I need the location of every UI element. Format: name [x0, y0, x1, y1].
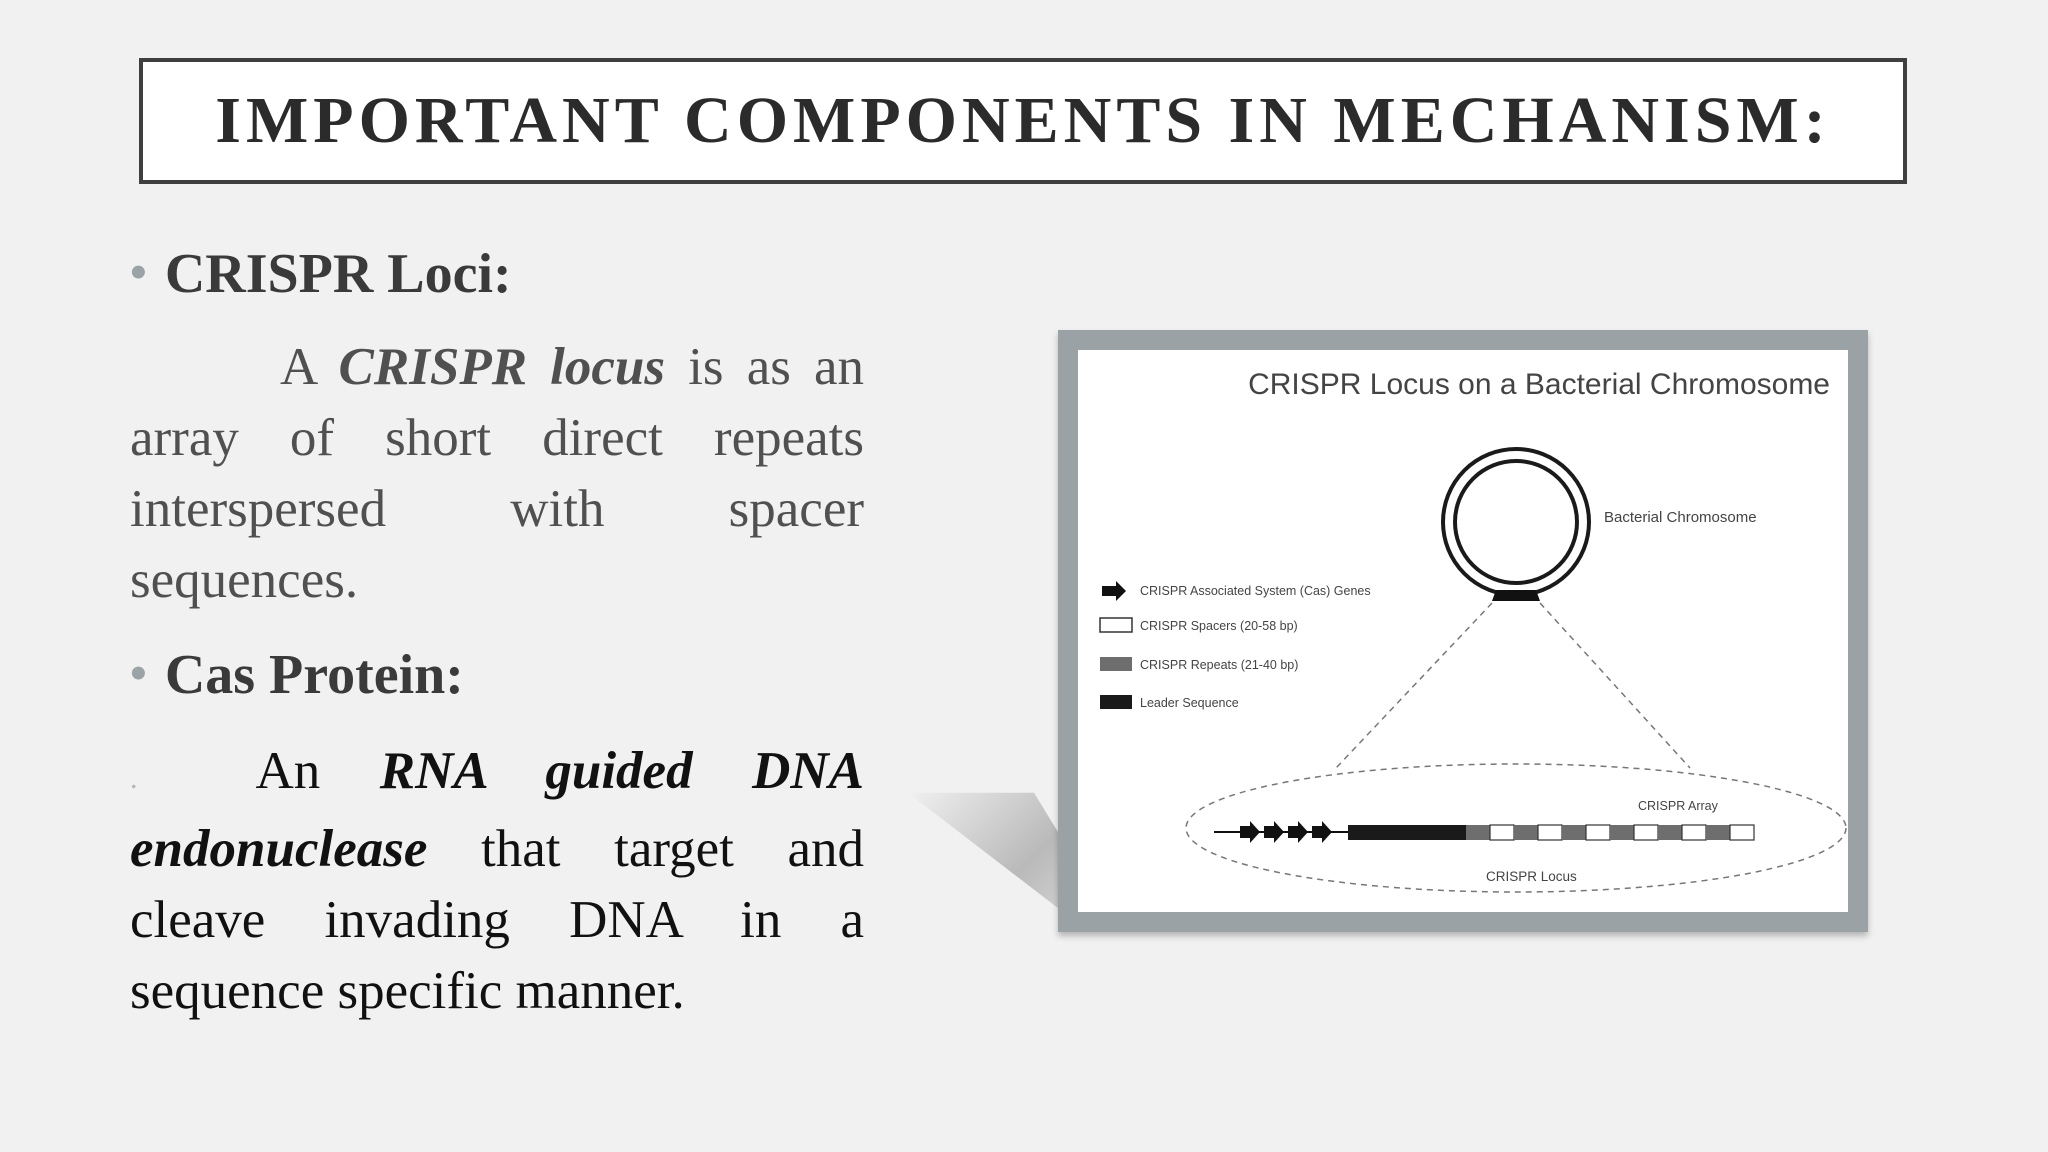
repeat-block: [1706, 825, 1730, 840]
chromosome-inner-ring: [1455, 461, 1577, 583]
chromosome-locus-mark: [1492, 590, 1540, 601]
description-marker: .: [130, 762, 138, 795]
crispr-loci-description: [130, 332, 864, 616]
bullet-heading: CRISPR Loci:: [164, 243, 512, 305]
locus-label: CRISPR Locus: [1486, 869, 1577, 884]
legend-item: CRISPR Repeats (21-40 bp): [1140, 658, 1299, 672]
slide-title: IMPORTANT COMPONENTS IN MECHANISM:: [215, 84, 1831, 157]
description-rest: is as an array of short direct repeats interspersed with spacer sequences.: [130, 338, 865, 609]
spacer-block: [1682, 825, 1706, 840]
bullet-heading: Cas Protein:: [164, 644, 464, 706]
cas-gene-arrow-icon: [1312, 821, 1332, 843]
crispr-locus-figure: [1058, 330, 1868, 932]
description-lead: A: [280, 338, 316, 396]
array-label: CRISPR Array: [1638, 799, 1718, 813]
chromosome-outer-ring: [1443, 449, 1589, 595]
legend-item: Leader Sequence: [1140, 696, 1239, 710]
chromosome-label: Bacterial Chromosome: [1604, 509, 1757, 526]
slide-title-box: [139, 58, 1907, 184]
description-term: RNA guided DNA endonuclease: [130, 742, 864, 878]
cas-protein-description: [130, 736, 864, 1027]
zoom-line-left: [1336, 603, 1492, 768]
legend-cas-arrow-icon: [1102, 581, 1126, 601]
leader-sequence-block: [1348, 825, 1466, 840]
description-lead: An: [255, 742, 321, 800]
bullet-dot-icon: •: [130, 246, 147, 299]
legend-repeat-swatch: [1100, 657, 1132, 671]
legend-leader-swatch: [1100, 695, 1132, 709]
spacer-block: [1586, 825, 1610, 840]
figure-canvas: [1078, 350, 1848, 912]
bullet-cas-protein: [130, 643, 464, 707]
description-rest: that target and cleave invading DNA in a sequence specific manner.: [130, 820, 864, 1020]
zoom-line-right: [1540, 603, 1690, 768]
spacer-block: [1730, 825, 1754, 840]
legend-item: CRISPR Spacers (20-58 bp): [1140, 619, 1298, 633]
repeat-block: [1610, 825, 1634, 840]
cas-gene-arrow-icon: [1264, 821, 1284, 843]
bullet-dot-icon: •: [130, 647, 147, 700]
bullet-crispr-loci: [130, 242, 512, 306]
cas-gene-arrow-icon: [1288, 821, 1308, 843]
repeat-block: [1514, 825, 1538, 840]
spacer-block: [1490, 825, 1514, 840]
figure-title: CRISPR Locus on a Bacterial Chromosome: [1248, 368, 1830, 401]
cas-gene-arrow-icon: [1240, 821, 1260, 843]
crispr-array: [1466, 825, 1754, 840]
crispr-diagram: [1078, 350, 1848, 912]
legend-item: CRISPR Associated System (Cas) Genes: [1140, 584, 1371, 598]
spacer-block: [1538, 825, 1562, 840]
spacer-block: [1634, 825, 1658, 840]
description-term: CRISPR locus: [338, 338, 666, 396]
repeat-block: [1562, 825, 1586, 840]
repeat-block: [1658, 825, 1682, 840]
repeat-block: [1466, 825, 1490, 840]
legend-spacer-swatch: [1100, 618, 1132, 632]
